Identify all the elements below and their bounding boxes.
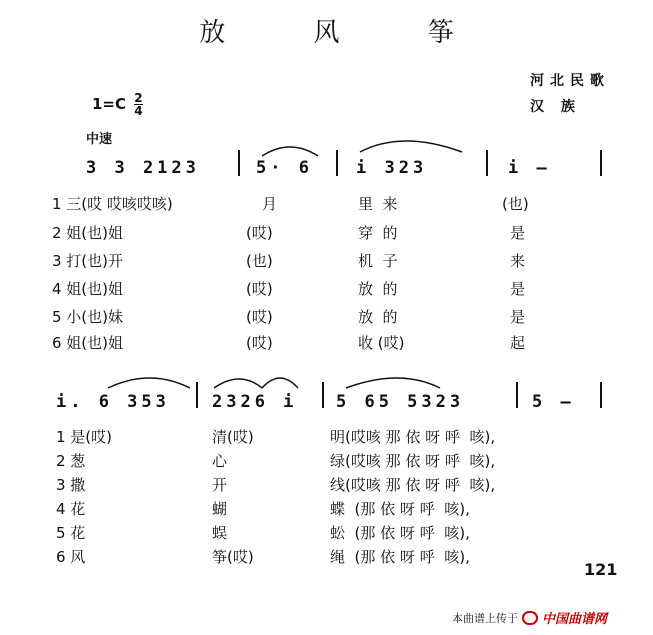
lyric-1-2-c: 穿 的 [358,224,398,242]
lyric-2-4-a: 4 花 [56,500,86,518]
measure-1-3: i 323 [356,158,428,178]
lyric-1-1-c: 里 来 [358,195,398,213]
lyric-2-3-a: 3 撒 [56,476,86,494]
slur [108,378,190,388]
slur [360,141,462,152]
measure-2-2: 2326 i [212,392,298,412]
lyric-1-2-d: 是 [510,224,526,242]
lyric-1-3-a: 3 打(也)开 [52,252,124,270]
lyric-1-5-a: 5 小(也)妹 [52,308,124,326]
measure-2-3: 5 65 5323 [336,392,465,412]
lyric-2-3-b: 开 [212,476,228,494]
lyric-2-5-b: 蜈 [212,524,228,542]
song-origin-region: 河北民歌 [530,73,610,89]
lyric-1-3-c: 机 子 [358,252,398,270]
song-origin-ethnicity: 汉 族 [530,99,581,115]
measure-1-1: 3 3 2123 [86,158,200,178]
lyric-1-2-a: 2 姐(也)姐 [52,224,124,242]
footer-text: 本曲谱上传于 [452,611,518,625]
lyric-1-4-a: 4 姐(也)姐 [52,280,124,298]
lyric-2-6-a: 6 风 [56,548,86,566]
slur [214,379,262,388]
lyric-1-4-c: 放 的 [358,280,398,298]
lyric-1-3-d: 来 [510,252,526,270]
lyric-2-6-c: 绳 (那 依 呀 呼 咳), [330,548,470,566]
lyric-2-2-b: 心 [212,452,228,470]
lyric-2-4-c: 蝶 (那 依 呀 呼 咳), [330,500,470,518]
time-sig-numerator: 2 [134,91,143,105]
lyric-1-6-b: (哎) [246,334,273,352]
measure-1-4: i – [508,158,551,178]
lyric-1-3-b: (也) [246,252,273,270]
lyric-2-5-c: 蚣 (那 依 呀 呼 咳), [330,524,470,542]
lyric-1-6-d: 起 [510,334,526,352]
lyric-2-2-a: 2 葱 [56,452,86,470]
lyric-1-2-b: (哎) [246,224,273,242]
slur [346,378,440,388]
lyric-2-1-b: 清(哎) [212,428,254,446]
lyric-1-1-a: 1 三(哎 哎咳哎咳) [52,195,173,213]
song-title: 放 风 筝 [199,18,494,48]
lyric-1-6-a: 6 姐(也)姐 [52,334,124,352]
lyric-1-1-d: (也) [502,195,529,213]
lyric-2-5-a: 5 花 [56,524,86,542]
lyric-1-6-c: 收 (哎) [358,334,405,352]
slur [262,147,318,156]
footer-brand: 中国曲谱网 [542,612,608,627]
key-label: 1=C [92,95,127,113]
lyric-2-6-b: 筝(哎) [212,548,254,566]
lyric-1-4-d: 是 [510,280,526,298]
measure-2-1: i. 6 353 [56,392,170,412]
time-sig-denominator: 4 [134,104,143,118]
lyric-1-5-c: 放 的 [358,308,398,326]
measure-1-2: 5· 6 [256,158,313,178]
tempo-marking: 中速 [86,132,113,147]
slur [262,378,298,388]
footer [452,608,607,627]
lyric-1-5-d: 是 [510,308,526,326]
lyric-2-4-b: 蝴 [212,500,228,518]
lyric-2-3-c: 线(哎咳 那 依 呀 呼 咳), [330,476,496,494]
lyric-2-1-c: 明(哎咳 那 依 呀 呼 咳), [330,428,496,446]
lyric-2-1-a: 1 是(哎) [56,428,113,446]
lyric-1-5-b: (哎) [246,308,273,326]
site-logo-icon [522,611,538,625]
lyric-2-2-c: 绿(哎咳 那 依 呀 呼 咳), [330,452,496,470]
lyric-1-4-b: (哎) [246,280,273,298]
lyric-1-1-b: 月 [262,195,278,213]
measure-2-4: 5 – [532,392,575,412]
page-number: 121 [584,560,618,579]
